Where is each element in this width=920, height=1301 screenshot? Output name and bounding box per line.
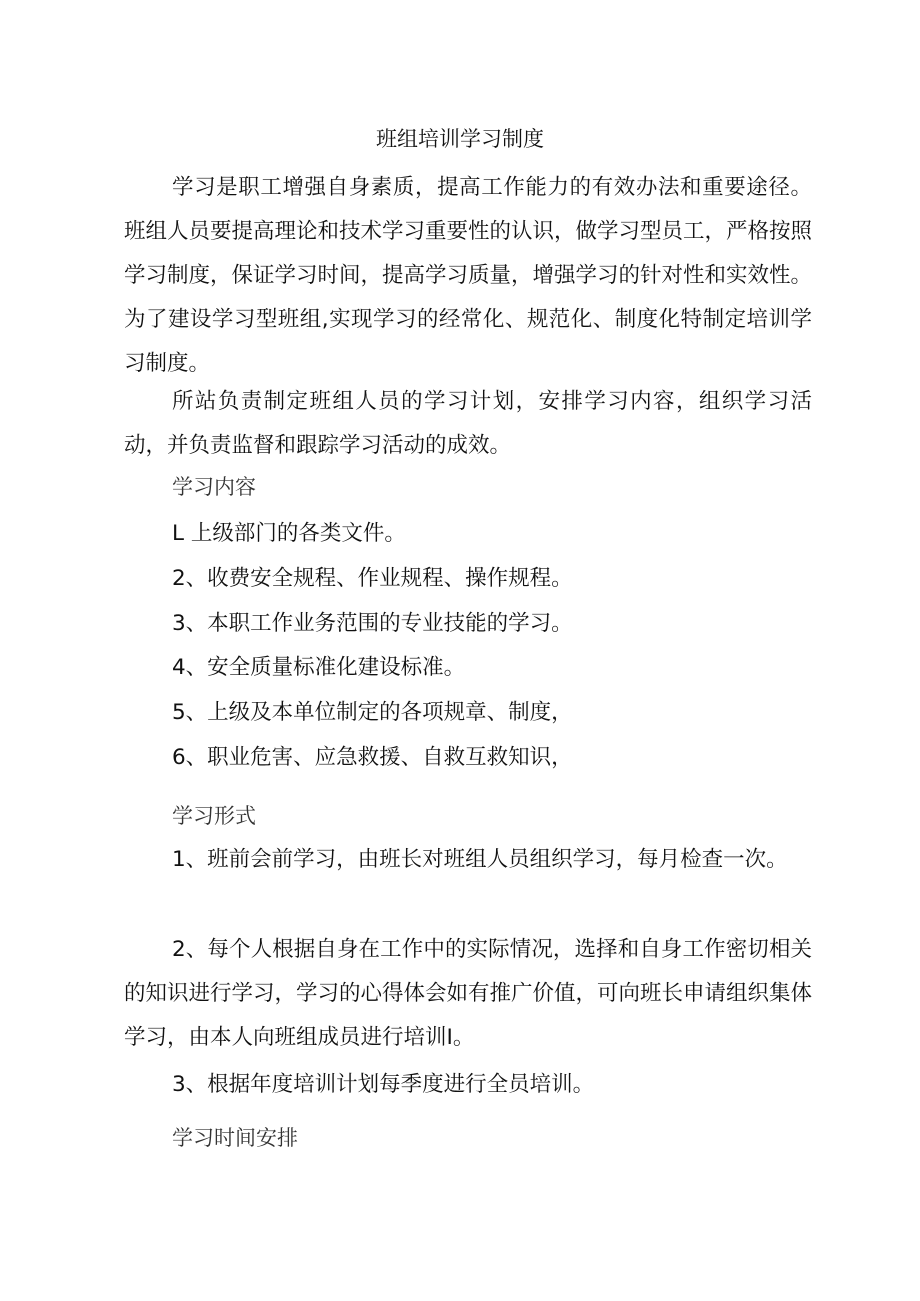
content-list-item-1: L 上级部门的各类文件。 <box>172 521 406 546</box>
document-title: 班组培训学习制度 <box>376 127 544 151</box>
content-list-item-6: 6、职业危害、应急救援、自救互救知识， <box>172 745 573 770</box>
content-list-item-5: 5、上级及本单位制定的各项规章、制度， <box>172 700 573 725</box>
content-list-item-3: 3、本职工作业务范围的专业技能的学习。 <box>172 611 573 636</box>
section-heading-form: 学习形式 <box>172 804 256 828</box>
content-list-item-4: 4、安全质量标准化建设标准。 <box>172 655 466 680</box>
form-list-item-3: 3、根据年度培训计划每季度进行全员培训。 <box>172 1072 595 1097</box>
section-heading-schedule: 学习时间安排 <box>172 1126 298 1150</box>
form-list-item-1: 1、班前会前学习，由班长对班组人员组织学习，每月检查一次。 <box>172 847 788 872</box>
intro-paragraph-2: 所站负责制定班组人员的学习计划，安排学习内容，组织学习活动，并负责监督和跟踪学习活动的成效。 <box>124 389 812 458</box>
section-heading-content: 学习内容 <box>172 475 256 499</box>
intro-paragraph-1: 学习是职工增强自身素质，提高工作能力的有效办法和重要途径。班组人员要提高理论和技术学习重要性的认识，做学习型员工，严格按照学习制度，保证学习时间，提高学习质量，增强学习的针对性和实效性。为了建设学习型班组,实现学习的经常化、规范化、制度化特制定培训学习制度。 <box>124 175 813 376</box>
form-list-item-2: 2、每个人根据自身在工作中的实际情况，选择和自身工作密切相关的知识进行学习，学习的心得体会如有推广价值，可向班长申请组织集体学习，由本人向班组成员进行培训I。 <box>124 937 813 1050</box>
content-list-item-2: 2、收费安全规程、作业规程、操作规程。 <box>172 566 573 591</box>
